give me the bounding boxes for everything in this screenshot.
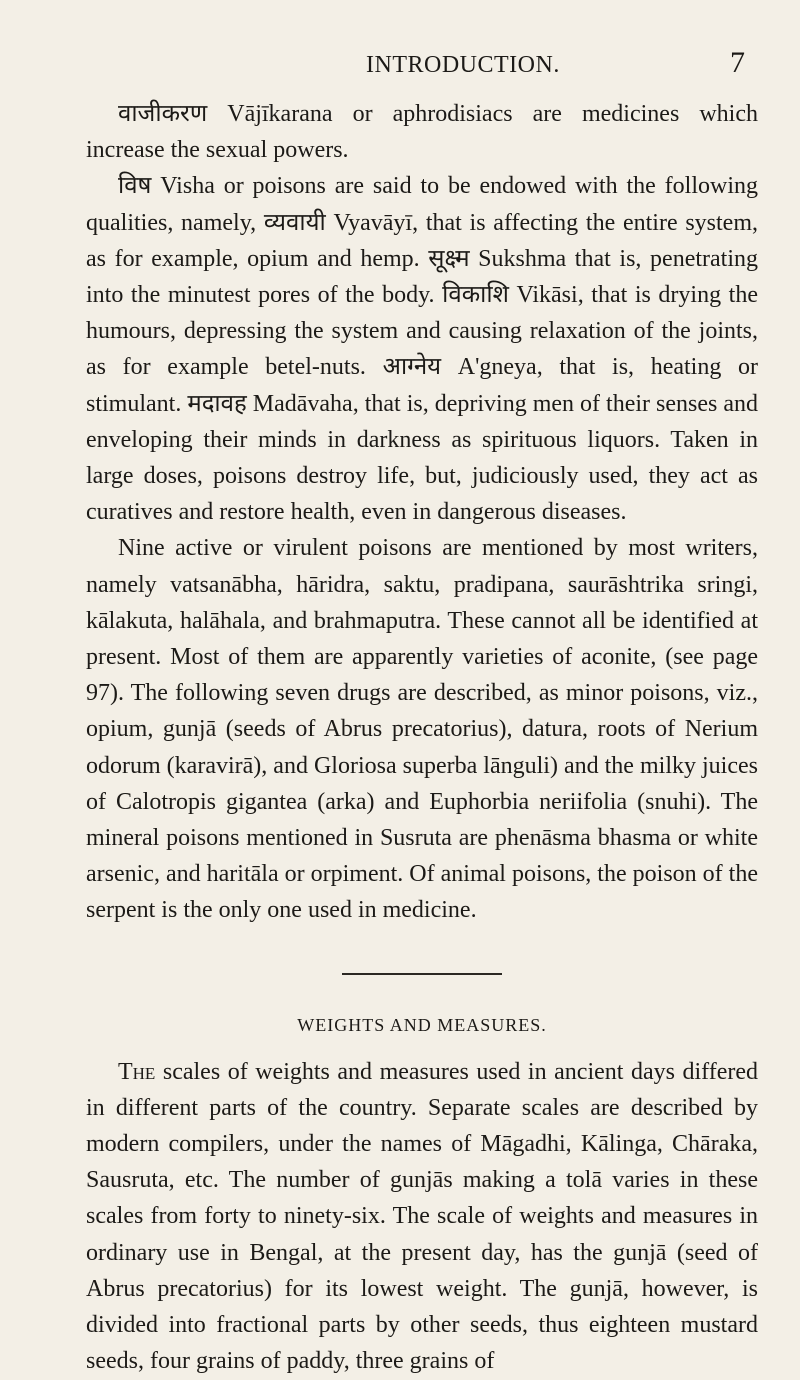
section-divider (342, 973, 502, 975)
page-body (86, 96, 758, 1380)
running-head: INTRODUCTION. (366, 52, 560, 78)
paragraph-weights-text: scales of weights and measures used in ancient days differed in different parts of the country. Separate scales are described by modern compilers, under the names of Māgadhi, Kālinga, Chāraka, Sausruta, etc. The number of gunjās making a tolā varies in these scales from forty to ninety-six. The scale of weights and measures in ordinary use in Bengal, at the present day, has the gunjā (seed of Abrus precatorius) for its lowest weight. The gunjā, however, is divided into fractional parts by other seeds, thus eighteen mustard seeds, four grains of paddy, three grains of (86, 1058, 758, 1375)
paragraph-nine-poisons: Nine active or virulent poisons are mentioned by most writers, namely vatsanābha, hāridra, saktu, pradipana, saurāshtrika sringi, kālakuta, halāhala, and brahmaputra. These cannot all be identified at present. Most of them are apparently varieties of aconite, (see page 97). The following seven drugs are described, as minor poisons, viz., opium, gunjā (seeds of Abrus precatorius), datura, roots of Nerium odorum (karavirā), and Gloriosa superba lānguli) and the milky juices of Calotropis gigantea (arka) and Euphorbia neriifolia (snuhi). The mineral poisons mentioned in Susruta are phenāsma bhasma or white arsenic, and haritāla or orpiment. Of animal poisons, the poison of the serpent is the only one used in medicine. (86, 535, 758, 924)
paragraph-visha: विष Visha or poisons are said to be endowed with the following qualities, namely, व्यवायी Vyavāyī, that is affecting the entire system, as for example, opium and hemp. सूक्ष्म Sukshma that is, penetrating into the minutest pores of the body. विकाशि Vikāsi, that is drying the humours, depressing the system and causing relaxation of the joints, as for example betel-nuts. आग्नेय A'gneya, that is, heating or stimulant. मदावह Madāvaha, that is, depriving men of their senses and enveloping their minds in darkness as spirituous liquors. Taken in large doses, poisons destroy life, but, judiciously used, they act as curatives and restore health, even in dangerous diseases. (86, 173, 758, 526)
page-number: 7 (730, 46, 745, 79)
paragraph-vajikarana: वाजीकरण Vājīkarana or aphrodisiacs are medicines which increase the sexual powers. (86, 101, 758, 164)
page-header (0, 46, 800, 86)
paragraph-weights (86, 1054, 758, 1380)
lead-word: The (118, 1058, 156, 1085)
section-heading: WEIGHTS AND MEASURES. (297, 1014, 547, 1035)
